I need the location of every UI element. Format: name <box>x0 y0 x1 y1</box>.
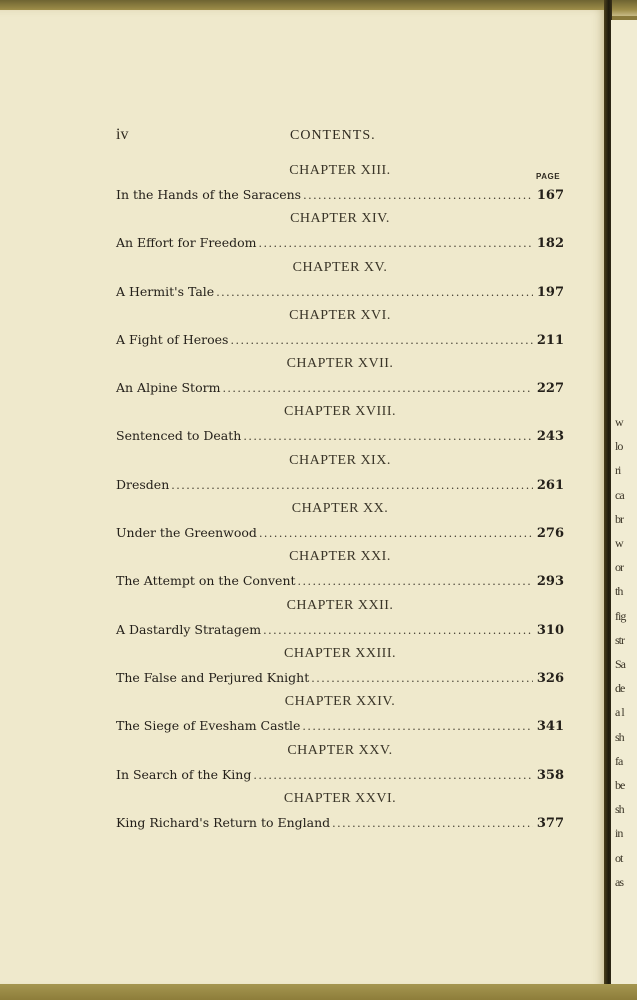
chapter-page-number: 243 <box>536 429 564 445</box>
adjacent-page-text-fragment: or <box>615 560 623 575</box>
chapter-page-number: 341 <box>536 719 564 735</box>
toc-entry <box>116 235 564 251</box>
chapter-heading: CHAPTER XVI. <box>289 307 391 323</box>
toc-entry <box>116 573 564 589</box>
chapter-heading: CHAPTER XIII. <box>289 163 391 178</box>
chapter-heading: CHAPTER XVIII. <box>284 404 396 420</box>
toc-entry <box>116 380 564 396</box>
chapter-page-number: 293 <box>536 574 564 590</box>
chapter-heading: CHAPTER XXIII. <box>284 645 396 661</box>
adjacent-page-text-fragment: Sa <box>615 657 625 671</box>
toc-entry <box>116 428 564 444</box>
toc-entry <box>116 718 564 734</box>
chapter-heading: CHAPTER XXV. <box>287 742 393 758</box>
chapter-title: An Alpine Storm <box>116 380 221 396</box>
toc-chapter <box>116 643 564 691</box>
chapter-page-number: 227 <box>536 381 564 397</box>
toc-chapter <box>116 208 564 256</box>
adjacent-page-text-fragment: a l <box>615 705 624 720</box>
chapter-heading: CHAPTER XV. <box>292 259 388 275</box>
running-head: CONTENTS. <box>290 128 376 143</box>
toc-entry <box>116 815 564 831</box>
chapter-heading: CHAPTER XXVI. <box>283 790 397 806</box>
toc-entry <box>116 187 564 203</box>
adjacent-page-text-fragment: ca <box>615 487 624 502</box>
chapter-title: Sentenced to Death <box>116 428 242 444</box>
adjacent-page-text-fragment: w <box>615 415 623 429</box>
chapter-title: The Siege of Evesham Castle <box>116 718 301 734</box>
chapter-title: A Hermit's Tale <box>116 283 215 299</box>
chapter-page-number: 377 <box>536 815 564 831</box>
dot-leader <box>302 720 532 733</box>
chapter-heading: CHAPTER XVII. <box>286 356 394 372</box>
chapter-title: In the Hands of the Saracens <box>116 187 302 202</box>
toc-entry <box>116 670 564 686</box>
toc-chapter <box>116 546 564 594</box>
toc-chapter <box>116 498 564 546</box>
chapter-heading: CHAPTER XXI. <box>289 549 391 565</box>
adjacent-page-text-fragment: as <box>615 874 623 889</box>
dot-leader <box>243 430 533 443</box>
book-bottom-edge <box>0 984 637 1000</box>
chapter-page-number: 326 <box>536 670 564 686</box>
adjacent-page-text-fragment: fig <box>615 608 626 623</box>
chapter-page-number: 358 <box>536 767 564 783</box>
toc-entry <box>116 332 564 348</box>
adjacent-page-text-fragment: de <box>615 681 625 696</box>
adjacent-page-edge <box>611 20 637 990</box>
chapter-heading: CHAPTER XX. <box>291 501 389 517</box>
dot-leader <box>216 286 533 299</box>
toc-chapter <box>116 740 564 788</box>
book-page <box>0 10 606 988</box>
chapter-title: Under the Greenwood <box>116 525 257 541</box>
adjacent-page-text-fragment: fa <box>615 753 623 768</box>
toc-chapter <box>116 160 564 208</box>
chapter-page-number: 276 <box>536 526 564 542</box>
chapter-page-number: 167 <box>536 188 564 203</box>
chapter-title: A Fight of Heroes <box>116 331 229 347</box>
adjacent-page-text-fragment: th <box>615 584 623 599</box>
dot-leader <box>303 189 533 202</box>
adjacent-page-text-fragment: sh <box>615 802 624 817</box>
chapter-page-number: 261 <box>536 477 564 493</box>
chapter-page-number: 211 <box>536 332 564 348</box>
chapter-page-number: 197 <box>536 284 564 300</box>
toc-entry <box>116 477 564 493</box>
toc-entry <box>116 767 564 783</box>
adjacent-page-text-fragment: w <box>615 536 623 550</box>
dot-leader <box>171 479 533 492</box>
dot-leader <box>298 575 533 588</box>
chapter-title: Dresden <box>116 476 170 492</box>
chapter-title: King Richard's Return to England <box>116 814 331 830</box>
adjacent-page-text-fragment: in <box>615 826 623 841</box>
toc-chapter <box>116 595 564 643</box>
chapter-title: A Dastardly Stratagem <box>116 621 262 637</box>
toc-chapter <box>116 401 564 449</box>
toc-chapter <box>116 305 564 353</box>
adjacent-page-text-fragment: sh <box>615 729 624 744</box>
toc-chapter <box>116 788 564 836</box>
chapter-title: The False and Perjured Knight <box>116 669 310 685</box>
toc-chapter <box>116 353 564 401</box>
chapter-title: The Attempt on the Convent <box>116 573 296 589</box>
adjacent-page-text-fragment: be <box>615 778 625 792</box>
page-number: iv <box>116 126 129 143</box>
dot-leader <box>332 817 533 830</box>
dot-leader <box>253 769 533 782</box>
dot-leader <box>311 672 533 685</box>
adjacent-page-text-fragment: br <box>615 511 623 526</box>
chapter-heading: CHAPTER XXII. <box>286 597 394 613</box>
dot-leader <box>259 527 533 540</box>
dot-leader <box>222 382 532 395</box>
adjacent-page-text-fragment: ot <box>615 850 623 865</box>
chapter-title: In Search of the King <box>116 766 252 782</box>
page-header <box>0 126 606 146</box>
adjacent-page-text-fragment: lo <box>615 439 623 454</box>
chapter-heading: CHAPTER XXIV. <box>284 694 396 710</box>
chapter-heading: CHAPTER XIX. <box>289 452 391 468</box>
dot-leader <box>258 237 532 250</box>
toc-entry <box>116 284 564 300</box>
toc-entry <box>116 622 564 638</box>
chapter-title: An Effort for Freedom <box>116 235 257 251</box>
adjacent-page-text-fragment: str <box>615 632 624 647</box>
chapter-page-number: 182 <box>536 236 564 252</box>
toc-chapter <box>116 450 564 498</box>
dot-leader <box>263 624 533 637</box>
page-column-label: PAGE <box>536 172 561 181</box>
toc-chapter <box>116 257 564 305</box>
dot-leader <box>230 334 532 347</box>
chapter-heading: CHAPTER XIV. <box>290 211 390 227</box>
adjacent-page-text-fragment: ri <box>615 463 621 478</box>
chapter-page-number: 310 <box>536 622 564 638</box>
table-of-contents <box>116 160 564 836</box>
toc-chapter <box>116 691 564 739</box>
toc-entry <box>116 525 564 541</box>
